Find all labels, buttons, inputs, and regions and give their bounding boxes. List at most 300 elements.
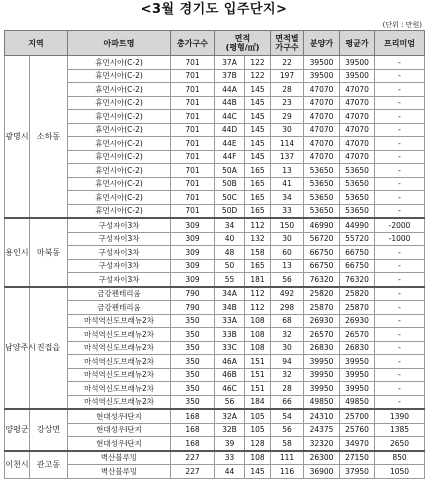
sale-price-cell: 39500 <box>304 56 340 70</box>
header-units-by-area <box>271 31 304 56</box>
area-cell: 122 <box>245 56 271 70</box>
table-row <box>5 137 425 151</box>
table-row <box>5 83 425 97</box>
header-row <box>5 31 425 56</box>
type-cell: 56 <box>215 395 245 409</box>
sale-price-cell: 53650 <box>304 204 340 218</box>
area-cell: 128 <box>245 437 271 451</box>
premium-cell: - <box>375 123 425 137</box>
sale-price-cell: 49850 <box>304 395 340 409</box>
premium-cell: - <box>375 341 425 355</box>
apt-name-cell: 현대성우I단지 <box>68 437 171 451</box>
sale-price-cell: 25820 <box>304 287 340 301</box>
area-cell: 112 <box>245 287 271 301</box>
header-area-line1: 면적 <box>234 34 251 43</box>
apt-name-cell: 마석역신도브래뉴2차 <box>68 368 171 382</box>
units-cell: 298 <box>271 301 304 315</box>
avg-price-cell: 25700 <box>340 409 375 423</box>
type-cell: 33B <box>215 328 245 342</box>
header-area <box>215 31 271 56</box>
sale-price-cell: 26570 <box>304 328 340 342</box>
units-cell: 13 <box>271 259 304 273</box>
area-cell: 181 <box>245 273 271 287</box>
units-cell: 68 <box>271 314 304 328</box>
total-units-cell: 227 <box>171 451 215 465</box>
type-cell: 44F <box>215 150 245 164</box>
units-cell: 30 <box>271 232 304 246</box>
table-row <box>5 355 425 369</box>
apt-name-cell: 마석역신도브래뉴2차 <box>68 328 171 342</box>
total-units-cell: 309 <box>171 232 215 246</box>
premium-cell: - <box>375 191 425 205</box>
apt-name-cell: 벽산블루밍 <box>68 451 171 465</box>
sale-price-cell: 56720 <box>304 232 340 246</box>
units-cell: 30 <box>271 341 304 355</box>
units-cell: 29 <box>271 110 304 124</box>
sale-price-cell: 39950 <box>304 368 340 382</box>
apt-name-cell: 휴먼시아(C-2) <box>68 164 171 178</box>
premium-cell: - <box>375 96 425 110</box>
table-row <box>5 218 425 232</box>
area-cell: 112 <box>245 301 271 315</box>
area-cell: 165 <box>245 164 271 178</box>
area-cell: 158 <box>245 246 271 260</box>
type-cell: 34 <box>215 218 245 232</box>
avg-price-cell: 47070 <box>340 137 375 151</box>
units-cell: 23 <box>271 96 304 110</box>
total-units-cell: 701 <box>171 110 215 124</box>
area-cell: 105 <box>245 409 271 423</box>
units-cell: 94 <box>271 355 304 369</box>
table-row <box>5 368 425 382</box>
table-row <box>5 69 425 83</box>
total-units-cell: 701 <box>171 96 215 110</box>
units-cell: 56 <box>271 423 304 437</box>
total-units-cell: 168 <box>171 423 215 437</box>
units-cell: 56 <box>271 273 304 287</box>
avg-price-cell: 25760 <box>340 423 375 437</box>
units-cell: 32 <box>271 328 304 342</box>
units-cell: 197 <box>271 69 304 83</box>
apt-name-cell: 구성자이3차 <box>68 246 171 260</box>
apt-name-cell: 마석역신도브래뉴2차 <box>68 314 171 328</box>
avg-price-cell: 47070 <box>340 123 375 137</box>
total-units-cell: 227 <box>171 465 215 479</box>
area-cell: 165 <box>245 259 271 273</box>
area-cell: 165 <box>245 191 271 205</box>
apt-name-cell: 구성자이3차 <box>68 259 171 273</box>
apt-name-cell: 휴먼시아(C-2) <box>68 150 171 164</box>
premium-cell: - <box>375 56 425 70</box>
apt-name-cell: 마석역신도브래뉴2차 <box>68 382 171 396</box>
avg-price-cell: 53650 <box>340 191 375 205</box>
units-cell: 492 <box>271 287 304 301</box>
premium-cell: - <box>375 368 425 382</box>
apt-name-cell: 구성자이3차 <box>68 273 171 287</box>
table-row <box>5 204 425 218</box>
units-cell: 41 <box>271 177 304 191</box>
avg-price-cell: 26570 <box>340 328 375 342</box>
area-cell: 145 <box>245 465 271 479</box>
sale-price-cell: 66750 <box>304 246 340 260</box>
type-cell: 44D <box>215 123 245 137</box>
header-sale-price: 분양가 <box>304 31 340 56</box>
avg-price-cell: 37950 <box>340 465 375 479</box>
header-apt-name: 아파트명 <box>68 31 171 56</box>
total-units-cell: 701 <box>171 150 215 164</box>
table-row <box>5 382 425 396</box>
area-cell: 165 <box>245 204 271 218</box>
sale-price-cell: 53650 <box>304 191 340 205</box>
sale-price-cell: 36900 <box>304 465 340 479</box>
premium-cell: 1390 <box>375 409 425 423</box>
region-dong-cell: 소하동 <box>30 56 68 219</box>
avg-price-cell: 39500 <box>340 56 375 70</box>
premium-cell: - <box>375 69 425 83</box>
table-row <box>5 232 425 246</box>
region-dong-cell: 강상면 <box>30 409 68 451</box>
apt-name-cell: 마석역신도브래뉴2차 <box>68 355 171 369</box>
table-row <box>5 96 425 110</box>
total-units-cell: 350 <box>171 382 215 396</box>
type-cell: 32A <box>215 409 245 423</box>
table-row <box>5 150 425 164</box>
sale-price-cell: 47070 <box>304 123 340 137</box>
table-row <box>5 437 425 451</box>
table-row <box>5 409 425 423</box>
avg-price-cell: 27150 <box>340 451 375 465</box>
avg-price-cell: 26930 <box>340 314 375 328</box>
premium-cell: - <box>375 110 425 124</box>
total-units-cell: 309 <box>171 273 215 287</box>
units-cell: 116 <box>271 465 304 479</box>
table-row <box>5 177 425 191</box>
type-cell: 34B <box>215 301 245 315</box>
total-units-cell: 790 <box>171 301 215 315</box>
units-cell: 114 <box>271 137 304 151</box>
avg-price-cell: 34970 <box>340 437 375 451</box>
sale-price-cell: 26300 <box>304 451 340 465</box>
region-dong-cell: 관고동 <box>30 451 68 479</box>
table-row <box>5 246 425 260</box>
area-cell: 151 <box>245 355 271 369</box>
table-row <box>5 465 425 479</box>
premium-cell: - <box>375 177 425 191</box>
total-units-cell: 350 <box>171 314 215 328</box>
apt-name-cell: 현대성우I단지 <box>68 409 171 423</box>
total-units-cell: 701 <box>171 204 215 218</box>
total-units-cell: 701 <box>171 177 215 191</box>
area-cell: 145 <box>245 123 271 137</box>
total-units-cell: 701 <box>171 56 215 70</box>
apt-name-cell: 휴먼시아(C-2) <box>68 110 171 124</box>
region-dong-cell: 마북동 <box>30 218 68 287</box>
sale-price-cell: 47070 <box>304 83 340 97</box>
area-cell: 145 <box>245 83 271 97</box>
area-cell: 108 <box>245 341 271 355</box>
apt-name-cell: 휴먼시아(C-2) <box>68 137 171 151</box>
area-cell: 105 <box>245 423 271 437</box>
sale-price-cell: 24310 <box>304 409 340 423</box>
table-row <box>5 451 425 465</box>
avg-price-cell: 39950 <box>340 368 375 382</box>
total-units-cell: 350 <box>171 328 215 342</box>
premium-cell: 1385 <box>375 423 425 437</box>
area-cell: 165 <box>245 177 271 191</box>
sale-price-cell: 24375 <box>304 423 340 437</box>
table-row <box>5 110 425 124</box>
type-cell: 32B <box>215 423 245 437</box>
table-row <box>5 341 425 355</box>
type-cell: 34A <box>215 287 245 301</box>
sale-price-cell: 47070 <box>304 137 340 151</box>
premium-cell: - <box>375 314 425 328</box>
type-cell: 50D <box>215 204 245 218</box>
units-cell: 32 <box>271 368 304 382</box>
area-cell: 145 <box>245 150 271 164</box>
header-avg-price: 평균가 <box>340 31 375 56</box>
table-row <box>5 56 425 70</box>
premium-cell: - <box>375 328 425 342</box>
premium-cell: - <box>375 355 425 369</box>
avg-price-cell: 49850 <box>340 395 375 409</box>
sale-price-cell: 25870 <box>304 301 340 315</box>
region-city-cell: 광명시 <box>5 56 30 219</box>
type-cell: 37B <box>215 69 245 83</box>
total-units-cell: 350 <box>171 395 215 409</box>
sale-price-cell: 26930 <box>304 314 340 328</box>
sale-price-cell: 76320 <box>304 273 340 287</box>
type-cell: 46B <box>215 368 245 382</box>
apt-name-cell: 마석역신도브래뉴2차 <box>68 395 171 409</box>
type-cell: 33 <box>215 451 245 465</box>
avg-price-cell: 47070 <box>340 110 375 124</box>
total-units-cell: 350 <box>171 341 215 355</box>
total-units-cell: 701 <box>171 164 215 178</box>
units-cell: 33 <box>271 204 304 218</box>
apt-name-cell: 벽산블루밍 <box>68 465 171 479</box>
units-cell: 58 <box>271 437 304 451</box>
area-cell: 145 <box>245 110 271 124</box>
total-units-cell: 701 <box>171 191 215 205</box>
units-cell: 111 <box>271 451 304 465</box>
avg-price-cell: 76320 <box>340 273 375 287</box>
header-premium: 프리미엄 <box>375 31 425 56</box>
premium-cell: 850 <box>375 451 425 465</box>
premium-cell: - <box>375 246 425 260</box>
type-cell: 55 <box>215 273 245 287</box>
sale-price-cell: 46990 <box>304 218 340 232</box>
avg-price-cell: 53650 <box>340 177 375 191</box>
type-cell: 50 <box>215 259 245 273</box>
units-cell: 28 <box>271 83 304 97</box>
area-cell: 108 <box>245 314 271 328</box>
apt-name-cell: 금강펜테리움 <box>68 287 171 301</box>
total-units-cell: 701 <box>171 137 215 151</box>
total-units-cell: 701 <box>171 69 215 83</box>
type-cell: 50A <box>215 164 245 178</box>
table-row <box>5 423 425 437</box>
sale-price-cell: 39500 <box>304 69 340 83</box>
total-units-cell: 701 <box>171 83 215 97</box>
type-cell: 50B <box>215 177 245 191</box>
apt-name-cell: 휴먼시아(C-2) <box>68 96 171 110</box>
region-city-cell: 남양주시 <box>5 287 30 410</box>
type-cell: 44A <box>215 83 245 97</box>
region-dong-cell: 진접읍 <box>30 287 68 410</box>
area-cell: 132 <box>245 232 271 246</box>
type-cell: 44E <box>215 137 245 151</box>
premium-cell: -2000 <box>375 218 425 232</box>
region-city-cell: 양평군 <box>5 409 30 451</box>
apt-name-cell: 휴먼시아(C-2) <box>68 69 171 83</box>
table-row <box>5 395 425 409</box>
premium-cell: - <box>375 395 425 409</box>
sale-price-cell: 39950 <box>304 355 340 369</box>
avg-price-cell: 47070 <box>340 96 375 110</box>
apt-name-cell: 구성자이3차 <box>68 218 171 232</box>
area-cell: 151 <box>245 382 271 396</box>
sale-price-cell: 47070 <box>304 110 340 124</box>
total-units-cell: 350 <box>171 355 215 369</box>
region-city-cell: 용인시 <box>5 218 30 287</box>
area-cell: 184 <box>245 395 271 409</box>
sale-price-cell: 32320 <box>304 437 340 451</box>
total-units-cell: 309 <box>171 246 215 260</box>
table-row <box>5 259 425 273</box>
avg-price-cell: 66750 <box>340 259 375 273</box>
apartment-table <box>4 30 425 479</box>
table-row <box>5 273 425 287</box>
area-cell: 108 <box>245 328 271 342</box>
type-cell: 40 <box>215 232 245 246</box>
table-row <box>5 287 425 301</box>
total-units-cell: 701 <box>171 123 215 137</box>
total-units-cell: 168 <box>171 437 215 451</box>
area-cell: 112 <box>245 218 271 232</box>
premium-cell: - <box>375 301 425 315</box>
apt-name-cell: 휴먼시아(C-2) <box>68 204 171 218</box>
table-row <box>5 164 425 178</box>
header-total-units: 총가구수 <box>171 31 215 56</box>
table-row <box>5 123 425 137</box>
type-cell: 44 <box>215 465 245 479</box>
apt-name-cell: 휴먼시아(C-2) <box>68 83 171 97</box>
region-city-cell: 이천시 <box>5 451 30 479</box>
premium-cell: - <box>375 150 425 164</box>
units-cell: 137 <box>271 150 304 164</box>
avg-price-cell: 53650 <box>340 164 375 178</box>
sale-price-cell: 39950 <box>304 382 340 396</box>
header-count-line2: 가구수 <box>275 43 299 52</box>
avg-price-cell: 39950 <box>340 382 375 396</box>
avg-price-cell: 26830 <box>340 341 375 355</box>
area-cell: 151 <box>245 368 271 382</box>
type-cell: 44B <box>215 96 245 110</box>
avg-price-cell: 66750 <box>340 246 375 260</box>
units-cell: 34 <box>271 191 304 205</box>
premium-cell: 2650 <box>375 437 425 451</box>
units-cell: 60 <box>271 246 304 260</box>
avg-price-cell: 55720 <box>340 232 375 246</box>
sale-price-cell: 26830 <box>304 341 340 355</box>
type-cell: 33C <box>215 341 245 355</box>
area-cell: 145 <box>245 96 271 110</box>
sale-price-cell: 47070 <box>304 150 340 164</box>
apt-name-cell: 현대성우I단지 <box>68 423 171 437</box>
unit-note: (단위 : 만원) <box>382 21 422 29</box>
premium-cell: - <box>375 287 425 301</box>
apt-name-cell: 휴먼시아(C-2) <box>68 177 171 191</box>
table-row <box>5 191 425 205</box>
area-cell: 122 <box>245 69 271 83</box>
units-cell: 30 <box>271 123 304 137</box>
table-body <box>5 56 425 479</box>
table-row <box>5 328 425 342</box>
apt-name-cell: 구성자이3차 <box>68 232 171 246</box>
premium-cell: - <box>375 259 425 273</box>
sale-price-cell: 53650 <box>304 164 340 178</box>
avg-price-cell: 44990 <box>340 218 375 232</box>
apt-name-cell: 휴먼시아(C-2) <box>68 191 171 205</box>
sale-price-cell: 53650 <box>304 177 340 191</box>
premium-cell: - <box>375 83 425 97</box>
avg-price-cell: 39950 <box>340 355 375 369</box>
premium-cell: - <box>375 164 425 178</box>
type-cell: 44C <box>215 110 245 124</box>
type-cell: 46A <box>215 355 245 369</box>
header-area-line2: (평형/㎡) <box>225 43 260 52</box>
apt-name-cell: 휴먼시아(C-2) <box>68 56 171 70</box>
type-cell: 46C <box>215 382 245 396</box>
units-cell: 22 <box>271 56 304 70</box>
type-cell: 48 <box>215 246 245 260</box>
units-cell: 54 <box>271 409 304 423</box>
page-title: <3월 경기도 입주단지> <box>140 2 288 17</box>
avg-price-cell: 25820 <box>340 287 375 301</box>
total-units-cell: 350 <box>171 368 215 382</box>
premium-cell: - <box>375 204 425 218</box>
apt-name-cell: 마석역신도브래뉴2차 <box>68 341 171 355</box>
premium-cell: - <box>375 382 425 396</box>
units-cell: 13 <box>271 164 304 178</box>
avg-price-cell: 47070 <box>340 150 375 164</box>
apt-name-cell: 금강펜테리움 <box>68 301 171 315</box>
premium-cell: - <box>375 137 425 151</box>
units-cell: 66 <box>271 395 304 409</box>
table-row <box>5 301 425 315</box>
area-cell: 145 <box>245 137 271 151</box>
type-cell: 39 <box>215 437 245 451</box>
premium-cell: - <box>375 273 425 287</box>
sale-price-cell: 66750 <box>304 259 340 273</box>
premium-cell: -1000 <box>375 232 425 246</box>
apt-name-cell: 휴먼시아(C-2) <box>68 123 171 137</box>
total-units-cell: 790 <box>171 287 215 301</box>
area-cell: 108 <box>245 451 271 465</box>
avg-price-cell: 47070 <box>340 83 375 97</box>
premium-cell: 1050 <box>375 465 425 479</box>
sale-price-cell: 47070 <box>304 96 340 110</box>
avg-price-cell: 53650 <box>340 204 375 218</box>
total-units-cell: 309 <box>171 218 215 232</box>
header-count-line1: 면적별 <box>275 34 299 43</box>
units-cell: 150 <box>271 218 304 232</box>
avg-price-cell: 25870 <box>340 301 375 315</box>
type-cell: 50C <box>215 191 245 205</box>
total-units-cell: 309 <box>171 259 215 273</box>
type-cell: 37A <box>215 56 245 70</box>
